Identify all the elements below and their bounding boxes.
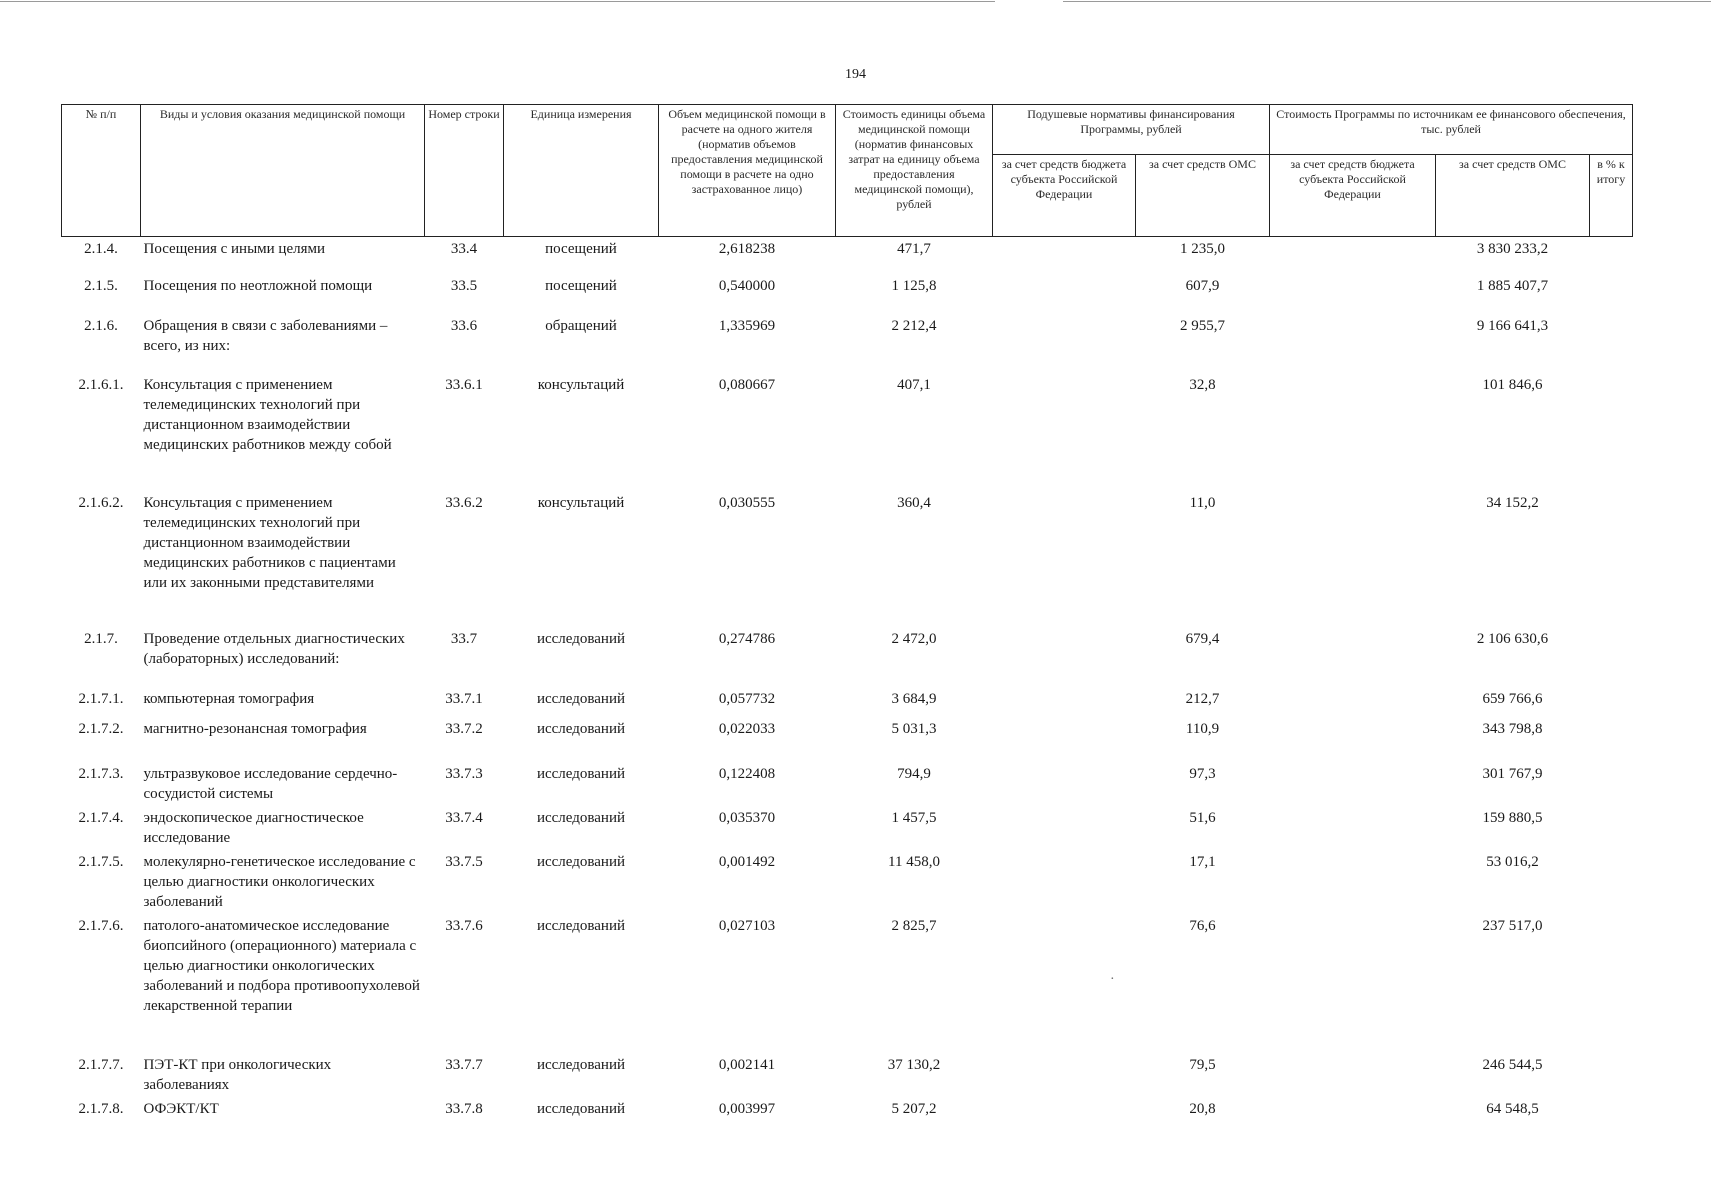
- row-percent: [1590, 850, 1633, 914]
- row-percent: [1590, 314, 1633, 373]
- header-unit: Единица измерения: [504, 105, 659, 237]
- row-cost: 1 125,8: [891, 277, 937, 294]
- row-name: Консультация с применением телемедицинских технологий при дистанционном взаимодействии медицинских работников между собой: [143, 376, 392, 453]
- row-norm-oms: 32,8: [1189, 376, 1216, 393]
- table-row: [62, 627, 1633, 687]
- table-row: [62, 274, 1633, 314]
- header-cost-group: Стоимость Программы по источникам ее финансового обеспечения, тыс. рублей: [1270, 105, 1633, 155]
- row-volume: 2,618238: [718, 241, 776, 257]
- row-percent: [1590, 274, 1633, 314]
- row-cost-oms: 64 548,5: [1486, 1100, 1539, 1117]
- row-cost-budget: [1270, 1053, 1436, 1097]
- row-norm-oms: 17,1: [1189, 853, 1216, 870]
- row-cost: 471,7: [897, 241, 931, 257]
- row-num: 2.1.7.: [84, 630, 118, 647]
- row-name: Посещения по неотложной помощи: [143, 277, 373, 294]
- row-num: 2.1.7.5.: [78, 853, 124, 870]
- table-row: [62, 850, 1633, 914]
- row-unit: исследований: [536, 690, 626, 707]
- financing-table: [61, 104, 1633, 1127]
- row-cost-oms: 2 106 630,6: [1476, 630, 1549, 647]
- row-cost-budget: [1270, 491, 1436, 627]
- row-cost-oms: 301 767,9: [1482, 765, 1543, 782]
- row-norm-budget: [993, 491, 1136, 627]
- row-norm-budget: [993, 850, 1136, 914]
- table-row: [62, 491, 1633, 627]
- row-cost-oms: 101 846,6: [1482, 376, 1543, 393]
- row-name: ОФЭКТ/КТ: [143, 1100, 219, 1117]
- row-num: 2.1.7.7.: [78, 1056, 124, 1073]
- row-cost-budget: [1270, 1097, 1436, 1127]
- row-num: 2.1.6.1.: [78, 376, 124, 393]
- row-cost-oms: 659 766,6: [1482, 690, 1543, 707]
- row-cost-oms: 34 152,2: [1486, 494, 1539, 511]
- row-line: 33.7.8: [445, 1100, 483, 1117]
- row-line: 33.5: [450, 277, 478, 294]
- row-name: компьютерная томография: [143, 690, 315, 707]
- row-volume: 0,080667: [718, 376, 776, 393]
- table-row: [62, 237, 1633, 274]
- row-percent: [1590, 627, 1633, 687]
- row-name: ПЭТ-КТ при онкологических заболеваниях: [143, 1056, 332, 1093]
- row-norm-oms: 212,7: [1185, 690, 1220, 707]
- row-volume: 0,057732: [718, 690, 776, 707]
- row-line: 33.4: [450, 241, 478, 257]
- row-norm-budget: [993, 627, 1136, 687]
- row-norm-oms: 1 235,0: [1180, 241, 1225, 257]
- header-cost: Стоимость единицы объема медицинской помощи (норматив финансовых затрат на единицу объема предоставления медицинской помощи), рублей: [836, 105, 993, 237]
- row-num: 2.1.7.6.: [78, 917, 124, 934]
- row-percent: [1590, 806, 1633, 850]
- row-name: Посещения с иными целями: [143, 241, 326, 257]
- row-line: 33.7: [450, 630, 478, 647]
- row-cost-budget: [1270, 850, 1436, 914]
- row-line: 33.7.1: [445, 690, 483, 707]
- row-norm-budget: [993, 687, 1136, 717]
- row-norm-oms: 79,5: [1189, 1056, 1216, 1073]
- scan-edge-right: [1063, 1, 1711, 2]
- row-cost-oms: 9 166 641,3: [1476, 317, 1549, 334]
- row-norm-budget: [993, 717, 1136, 762]
- row-unit: исследований: [536, 917, 626, 934]
- row-norm-oms: 20,8: [1189, 1100, 1216, 1117]
- row-norm-budget: [993, 762, 1136, 806]
- row-cost-oms: 53 016,2: [1486, 853, 1539, 870]
- table-row: [62, 806, 1633, 850]
- row-num: 2.1.6.: [84, 317, 118, 334]
- row-line: 33.7.5: [445, 853, 483, 870]
- row-num: 2.1.7.8.: [78, 1100, 124, 1117]
- row-num: 2.1.7.4.: [78, 809, 124, 826]
- row-cost-budget: [1270, 687, 1436, 717]
- row-volume: 0,027103: [718, 917, 776, 934]
- header-norms-group: Подушевые нормативы финансирования Программы, рублей: [993, 105, 1270, 155]
- row-cost-budget: [1270, 762, 1436, 806]
- row-unit: исследований: [536, 1100, 626, 1117]
- row-num: 2.1.4.: [84, 241, 118, 257]
- row-norm-budget: [993, 237, 1136, 274]
- row-norm-budget: [993, 806, 1136, 850]
- header-cost-oms: за счет средств ОМС: [1436, 155, 1590, 237]
- row-norm-oms: 97,3: [1189, 765, 1216, 782]
- row-unit: посещений: [545, 241, 617, 257]
- table-row: [62, 314, 1633, 373]
- row-unit: исследований: [536, 853, 626, 870]
- header-type: Виды и условия оказания медицинской помощи: [141, 105, 425, 237]
- row-unit: консультаций: [537, 494, 625, 511]
- row-cost: 5 031,3: [891, 720, 937, 737]
- table-row: [62, 1097, 1633, 1127]
- row-percent: [1590, 237, 1633, 274]
- row-volume: 0,001492: [718, 853, 776, 870]
- row-volume: 0,022033: [718, 720, 776, 737]
- row-percent: [1590, 717, 1633, 762]
- row-line: 33.7.2: [445, 720, 483, 737]
- row-name: ультразвуковое исследование сердечно-сосудистой системы: [143, 765, 398, 802]
- row-name: патолого-анатомическое исследование биопсийного (операционного) материала с целью диагностики онкологических заболеваний и подбора противоопухолевой лекарственной терапии: [143, 917, 420, 1014]
- row-norm-oms: 679,4: [1185, 630, 1220, 647]
- row-cost-budget: [1270, 717, 1436, 762]
- row-cost-budget: [1270, 237, 1436, 274]
- row-cost-oms: 1 885 407,7: [1476, 277, 1549, 294]
- row-norm-budget: [993, 1097, 1136, 1127]
- row-norm-oms: 11,0: [1189, 494, 1216, 511]
- row-line: 33.6.2: [445, 494, 483, 511]
- row-norm-budget: [993, 373, 1136, 491]
- row-percent: [1590, 373, 1633, 491]
- row-unit: исследований: [536, 630, 626, 647]
- row-cost: 11 458,0: [888, 853, 940, 870]
- row-volume: 0,030555: [718, 494, 776, 511]
- header-norm-budget: за счет средств бюджета субъекта Российской Федерации: [993, 155, 1136, 237]
- row-cost-oms: 159 880,5: [1482, 809, 1543, 826]
- row-norm-oms: 76,6: [1189, 917, 1216, 934]
- row-num: 2.1.5.: [84, 277, 118, 294]
- row-name: Проведение отдельных диагностических (лабораторных) исследований:: [143, 630, 405, 667]
- row-unit: исследований: [536, 1056, 626, 1073]
- row-num: 2.1.6.2.: [78, 494, 124, 511]
- table-row: [62, 687, 1633, 717]
- row-volume: 0,274786: [718, 630, 776, 647]
- row-cost: 794,9: [897, 765, 931, 782]
- scan-speck: ·: [1110, 972, 1115, 987]
- row-norm-oms: 110,9: [1185, 720, 1220, 737]
- row-unit: консультаций: [537, 376, 625, 393]
- row-percent: [1590, 914, 1633, 1053]
- table-row: [62, 717, 1633, 762]
- row-cost-budget: [1270, 627, 1436, 687]
- page-number: 194: [845, 67, 866, 82]
- row-percent: [1590, 1053, 1633, 1097]
- row-name: эндоскопическое диагностическое исследование: [143, 809, 364, 846]
- row-cost-budget: [1270, 274, 1436, 314]
- row-unit: посещений: [545, 277, 617, 294]
- row-percent: [1590, 1097, 1633, 1127]
- row-unit: исследований: [536, 765, 626, 782]
- row-cost-budget: [1270, 373, 1436, 491]
- row-line: 33.7.6: [445, 917, 483, 934]
- row-volume: 0,035370: [718, 809, 776, 826]
- table-row: [62, 373, 1633, 491]
- row-unit: исследований: [536, 809, 626, 826]
- scan-edge-left: [0, 1, 995, 2]
- row-cost: 2 212,4: [891, 317, 937, 334]
- row-line: 33.6.1: [445, 376, 483, 393]
- row-norm-oms: 2 955,7: [1180, 317, 1225, 334]
- row-cost: 2 472,0: [891, 630, 937, 647]
- row-line: 33.7.3: [445, 765, 483, 782]
- row-cost-oms: 246 544,5: [1482, 1056, 1543, 1073]
- row-cost: 360,4: [897, 494, 931, 511]
- row-line: 33.7.7: [445, 1056, 483, 1073]
- row-cost: 5 207,2: [891, 1100, 937, 1117]
- row-cost-oms: 343 798,8: [1482, 720, 1543, 737]
- row-cost: 1 457,5: [891, 809, 937, 826]
- row-percent: [1590, 687, 1633, 717]
- row-norm-budget: [993, 314, 1136, 373]
- row-cost: 3 684,9: [891, 690, 937, 707]
- row-unit: обращений: [545, 317, 617, 334]
- row-line: 33.6: [450, 317, 478, 334]
- header-num: № п/п: [62, 105, 141, 237]
- row-norm-oms: 607,9: [1185, 277, 1220, 294]
- row-volume: 1,335969: [718, 317, 776, 334]
- table-header: [62, 105, 1633, 237]
- row-name: Консультация с применением телемедицинских технологий при дистанционном взаимодействии медицинских работников с пациентами или их законными представителями: [143, 494, 396, 591]
- table-row: [62, 1053, 1633, 1097]
- table-row: [62, 762, 1633, 806]
- row-cost-budget: [1270, 806, 1436, 850]
- row-cost-budget: [1270, 914, 1436, 1053]
- row-cost-oms: 3 830 233,2: [1476, 241, 1549, 257]
- row-cost-budget: [1270, 314, 1436, 373]
- header-volume: Объем медицинской помощи в расчете на одного жителя (норматив объемов предоставления медицинской помощи в расчете на одно застрахованное лицо): [659, 105, 836, 237]
- header-line: Номер строки: [425, 105, 504, 237]
- row-name: молекулярно-генетическое исследование с целью диагностики онкологических заболеваний: [143, 853, 416, 910]
- table-body: [62, 237, 1633, 1127]
- row-volume: 0,122408: [718, 765, 776, 782]
- row-norm-budget: [993, 274, 1136, 314]
- row-cost: 37 130,2: [887, 1056, 941, 1073]
- row-cost: 407,1: [897, 376, 931, 393]
- row-norm-budget: [993, 1053, 1136, 1097]
- row-num: 2.1.7.3.: [78, 765, 124, 782]
- row-line: 33.7.4: [445, 809, 483, 826]
- row-volume: 0,002141: [718, 1056, 776, 1073]
- row-norm-oms: 51,6: [1189, 809, 1216, 826]
- row-cost-oms: 237 517,0: [1482, 917, 1543, 934]
- row-cost: 2 825,7: [891, 917, 937, 934]
- header-cost-budget: за счет средств бюджета субъекта Российской Федерации: [1270, 155, 1436, 237]
- row-name: Обращения в связи с заболеваниями – всего, из них:: [143, 317, 388, 354]
- header-norm-oms: за счет средств ОМС: [1136, 155, 1270, 237]
- header-cost-percent: в % к итогу: [1590, 155, 1633, 237]
- row-num: 2.1.7.2.: [78, 720, 124, 737]
- row-percent: [1590, 491, 1633, 627]
- row-volume: 0,003997: [718, 1100, 776, 1117]
- row-num: 2.1.7.1.: [78, 690, 124, 707]
- row-name: магнитно-резонансная томография: [143, 720, 367, 737]
- row-volume: 0,540000: [718, 277, 776, 294]
- row-unit: исследований: [536, 720, 626, 737]
- row-percent: [1590, 762, 1633, 806]
- table-row: [62, 914, 1633, 1053]
